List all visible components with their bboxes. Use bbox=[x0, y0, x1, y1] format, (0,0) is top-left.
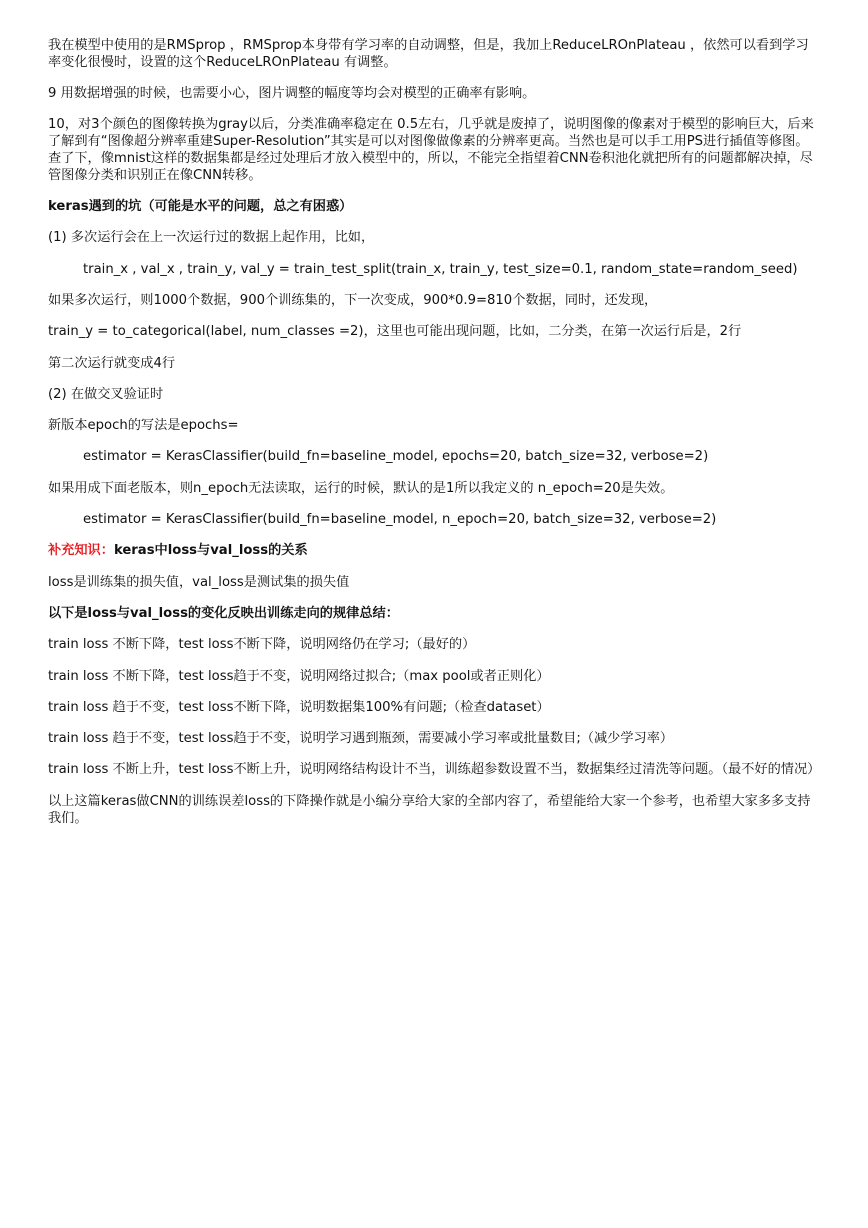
heading-loss-summary: 以下是loss与val_loss的变化反映出训练走向的规律总结： bbox=[48, 605, 399, 621]
paragraph-old-version: 如果用成下面老版本，则n_epoch无法读取，运行的时候，默认的是1所以我定义的 n_epoch=20是失效。 bbox=[48, 480, 674, 496]
paragraph-four-rows: 第二次运行就变成4行 bbox=[48, 355, 176, 371]
code-train-test-split: train_x , val_x , train_y, val_y = train_test_split(train_x, train_y, test_size=0.1, random_state=random_seed) bbox=[83, 261, 798, 277]
list-item: train loss 不断下降，test loss不断下降，说明网络仍在学习;（最好的） bbox=[48, 637, 476, 653]
paragraph-to-categorical: train_y = to_categorical(label, num_classes =2)，这里也可能出现问题，比如，二分类，在第一次运行后是，2行 bbox=[48, 324, 742, 340]
code-estimator-n-epoch: estimator = KerasClassifier(build_fn=baseline_model, n_epoch=20, batch_size=32, verbose=2) bbox=[83, 512, 717, 528]
heading-supplement bbox=[48, 543, 820, 560]
paragraph-data-count: 如果多次运行，则1000个数据，900个训练集的，下一次变成，900*0.9=810个数据，同时，还发现， bbox=[48, 292, 658, 308]
code-estimator-epochs: estimator = KerasClassifier(build_fn=baseline_model, epochs=20, batch_size=32, verbose=2) bbox=[83, 449, 709, 465]
list-item: train loss 不断下降，test loss趋于不变，说明网络过拟合;（max pool或者正则化） bbox=[48, 668, 550, 684]
supplement-label: 补充知识： bbox=[48, 543, 114, 559]
paragraph-epochs-new: 新版本epoch的写法是epochs= bbox=[48, 418, 239, 434]
list-item: train loss 趋于不变，test loss不断下降，说明数据集100%有问题;（检查dataset） bbox=[48, 699, 550, 715]
paragraph-augmentation: 9 用数据增强的时候，也需要小心，图片调整的幅度等均会对模型的正确率有影响。 bbox=[48, 86, 536, 102]
supplement-title: keras中loss与val_loss的关系 bbox=[113, 543, 308, 559]
list-item: train loss 趋于不变，test loss趋于不变，说明学习遇到瓶颈，需要减小学习率或批量数目;（减少学习率） bbox=[48, 731, 674, 747]
paragraph-cross-validation: (2) 在做交叉验证时 bbox=[48, 386, 164, 402]
article-body bbox=[48, 38, 820, 842]
heading-keras-pitfalls: keras遇到的坑（可能是水平的问题，总之有困惑） bbox=[48, 199, 353, 215]
paragraph-loss-definition: loss是训练集的损失值，val_loss是测试集的损失值 bbox=[48, 574, 350, 590]
paragraph-rmsprop: 我在模型中使用的是RMSprop ，RMSprop本身带有学习率的自动调整，但是，我加上ReduceLROnPlateau ，依然可以看到学习率变化很慢时，设置的这个ReduceLROnPlateau 有调整。 bbox=[48, 38, 809, 70]
paragraph-gray-conversion: 10，对3个颜色的图像转换为gray以后，分类准确率稳定在 0.5左右，几乎就是废掉了，说明图像的像素对于模型的影响巨大，后来了解到有“图像超分辨率重建Super-Resolution”其实是可以对图像做像素的分辨率更高。当然也是可以手工用PS进行插值等修图。查了下，像mnist这样的数据集都是经过处理后才放入模型中的，所以，不能完全指望着CNN卷积池化就把所有的问题都解决掉，尽管图像分类和识别正在像CNN转移。 bbox=[48, 117, 814, 183]
paragraph-closing: 以上这篇keras做CNN的训练误差loss的下降操作就是小编分享给大家的全部内容了，希望能给大家一个参考，也希望大家多多支持我们。 bbox=[48, 793, 811, 826]
paragraph-multiple-runs: (1) 多次运行会在上一次运行过的数据上起作用，比如， bbox=[48, 230, 375, 246]
list-item: train loss 不断上升，test loss不断上升，说明网络结构设计不当，训练超参数设置不当，数据集经过清洗等问题。（最不好的情况） bbox=[48, 762, 821, 778]
